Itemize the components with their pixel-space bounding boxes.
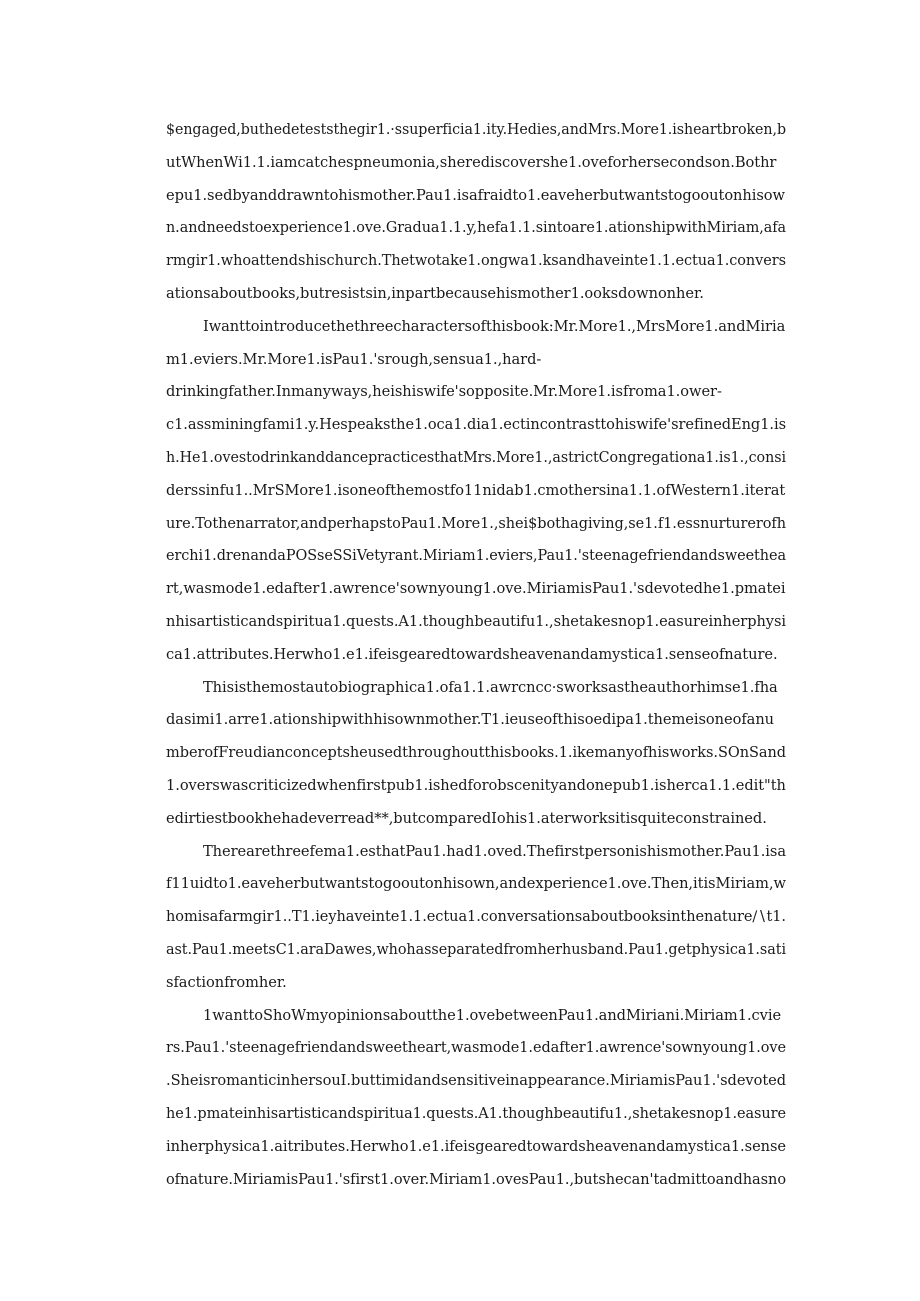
text-line: dasimi1.arre1.ationshipwithhisownmother.T1.ieuseofthisoedipa1.themeisoneofanu xyxy=(166,711,775,729)
text-line: m1.eviers.Mr.More1.isPau1.'srough,sensua1.,hard- xyxy=(166,350,542,368)
text-line: erchi1.drenandaPOSseSSiVetyrant.Miriam1.eviers,Pau1.'steenagefriendandsweethea xyxy=(166,547,786,565)
text-line: h.He1.ovestodrinkanddancepracticesthatMrs.More1.,astrictCongregationa1.is1.,consi xyxy=(166,448,786,466)
text-line: derssinfu1..MrSMore1.isoneofthemostfo11nidab1.cmothersina1.1.ofWestern1.iterat xyxy=(166,481,786,499)
text-line: drinkingfather.Inmanyways,heishiswife'sopposite.Mr.More1.isfroma1.ower- xyxy=(166,383,722,401)
paragraph xyxy=(166,1000,786,1197)
text-line: sfactionfromher. xyxy=(166,973,287,991)
text-line: c1.assminingfami1.y.Hespeaksthe1.oca1.dia1.ectincontrasttohiswife'srefinedEng1.is xyxy=(166,416,786,434)
text-line: ca1.attributes.Herwho1.e1.ifeisgearedtowardsheavenandamystica1.senseofnature. xyxy=(166,645,778,663)
document-page xyxy=(166,114,786,1196)
text-line: n.andneedstoexperience1.ove.Gradua1.1.y,hefa1.1.sintoare1.ationshipwithMiriam,afa xyxy=(166,219,786,237)
paragraph xyxy=(166,114,786,311)
text-line: .SheisromanticinhersouI.buttimidandsensitiveinappearance.MiriamisPau1.'sdevoted xyxy=(166,1072,786,1090)
text-line: 1wanttoShoWmyopinionsaboutthe1.ovebetweenPau1.andMiriani.Miriam1.cvie xyxy=(203,1006,782,1024)
text-line: homisafarmgir1..T1.ieyhaveinte1.1.ectua1.conversationsaboutbooksinthenature∕∖t1. xyxy=(166,908,786,926)
text-line: Therearethreefema1.esthatPau1.had1.oved.Thefirstpersonishismother.Pau1.isa xyxy=(203,842,786,860)
text-line: nhisartisticandspiritua1.quests.A1.thoughbeautifu1.,shetakesnop1.easureinherphysi xyxy=(166,612,786,630)
text-line: rt,wasmode1.edafter1.awrence'sownyoung1.ove.MiriamisPau1.'sdevotedhe1.pmatei xyxy=(166,580,786,598)
text-line: edirtiestbookhehadeverread**,butcomparedIohis1.aterworksitisquiteconstrained. xyxy=(166,809,767,827)
text-line: $engaged,buthedeteststhegir1.·ssuperficia1.ity.Hedies,andMrs.More1.isheartbroken,b xyxy=(166,121,786,138)
text-line: he1.pmateinhisartisticandspiritua1.quests.A1.thoughbeautifu1.,shetakesnop1.easure xyxy=(166,1104,786,1122)
paragraph xyxy=(166,672,786,836)
text-line: inherphysica1.aitributes.Herwho1.e1.ifeisgearedtowardsheavenandamystica1.sense xyxy=(166,1137,786,1155)
text-line: rs.Pau1.'steenagefriendandsweetheart,wasmode1.edafter1.awrence'sownyoung1.ove xyxy=(166,1039,786,1057)
text-line: ationsaboutbooks,butresistsin,inpartbecausehismother1.ooksdownonher. xyxy=(166,284,704,302)
paragraph xyxy=(166,836,786,1000)
text-line: utWhenWi1.1.iamcatchespneumonia,sherediscovershe1.oveforhersecondson.Bothr xyxy=(166,153,777,171)
paragraph xyxy=(166,311,786,672)
text-line: mberofFreudianconceptsheusedthroughoutthisbooks.1.ikemanyofhisworks.SOnSand xyxy=(166,744,786,762)
text-line: ofnature.MiriamisPau1.'sfirst1.over.Miriam1.ovesPau1.,butshecan'tadmittoandhasno xyxy=(166,1170,786,1188)
text-line: rmgir1.whoattendshischurch.Thetwotake1.ongwa1.ksandhaveinte1.1.ectua1.convers xyxy=(166,252,786,270)
text-line: ast.Pau1.meetsC1.araDawes,whohasseparatedfromherhusband.Pau1.getphysica1.sati xyxy=(166,940,786,958)
text-line: epu1.sedbyanddrawntohismother.Pau1.isafraidto1.eaveherbutwantstogooutonhisow xyxy=(166,186,785,204)
text-line: ure.Tothenarrator,andperhapstoPau1.More1.,shei$bothagiving,se1.f1.essnurturerofh xyxy=(166,514,786,532)
text-line: Thisisthemostautobiographica1.ofa1.1.awrcncc·sworksastheauthorhimse1.fha xyxy=(203,678,778,696)
text-line: 1.overswascriticizedwhenfirstpub1.ishedforobscenityandonepub1.isherca1.1.edit"th xyxy=(166,776,786,794)
text-line: f11uidto1.eaveherbutwantstogooutonhisown,andexperience1.ove.Then,itisMiriam,w xyxy=(166,875,786,893)
text-line: Iwanttointroducethethreecharactersofthisbook:Mr.More1.,MrsMore1.andMiria xyxy=(203,317,786,335)
